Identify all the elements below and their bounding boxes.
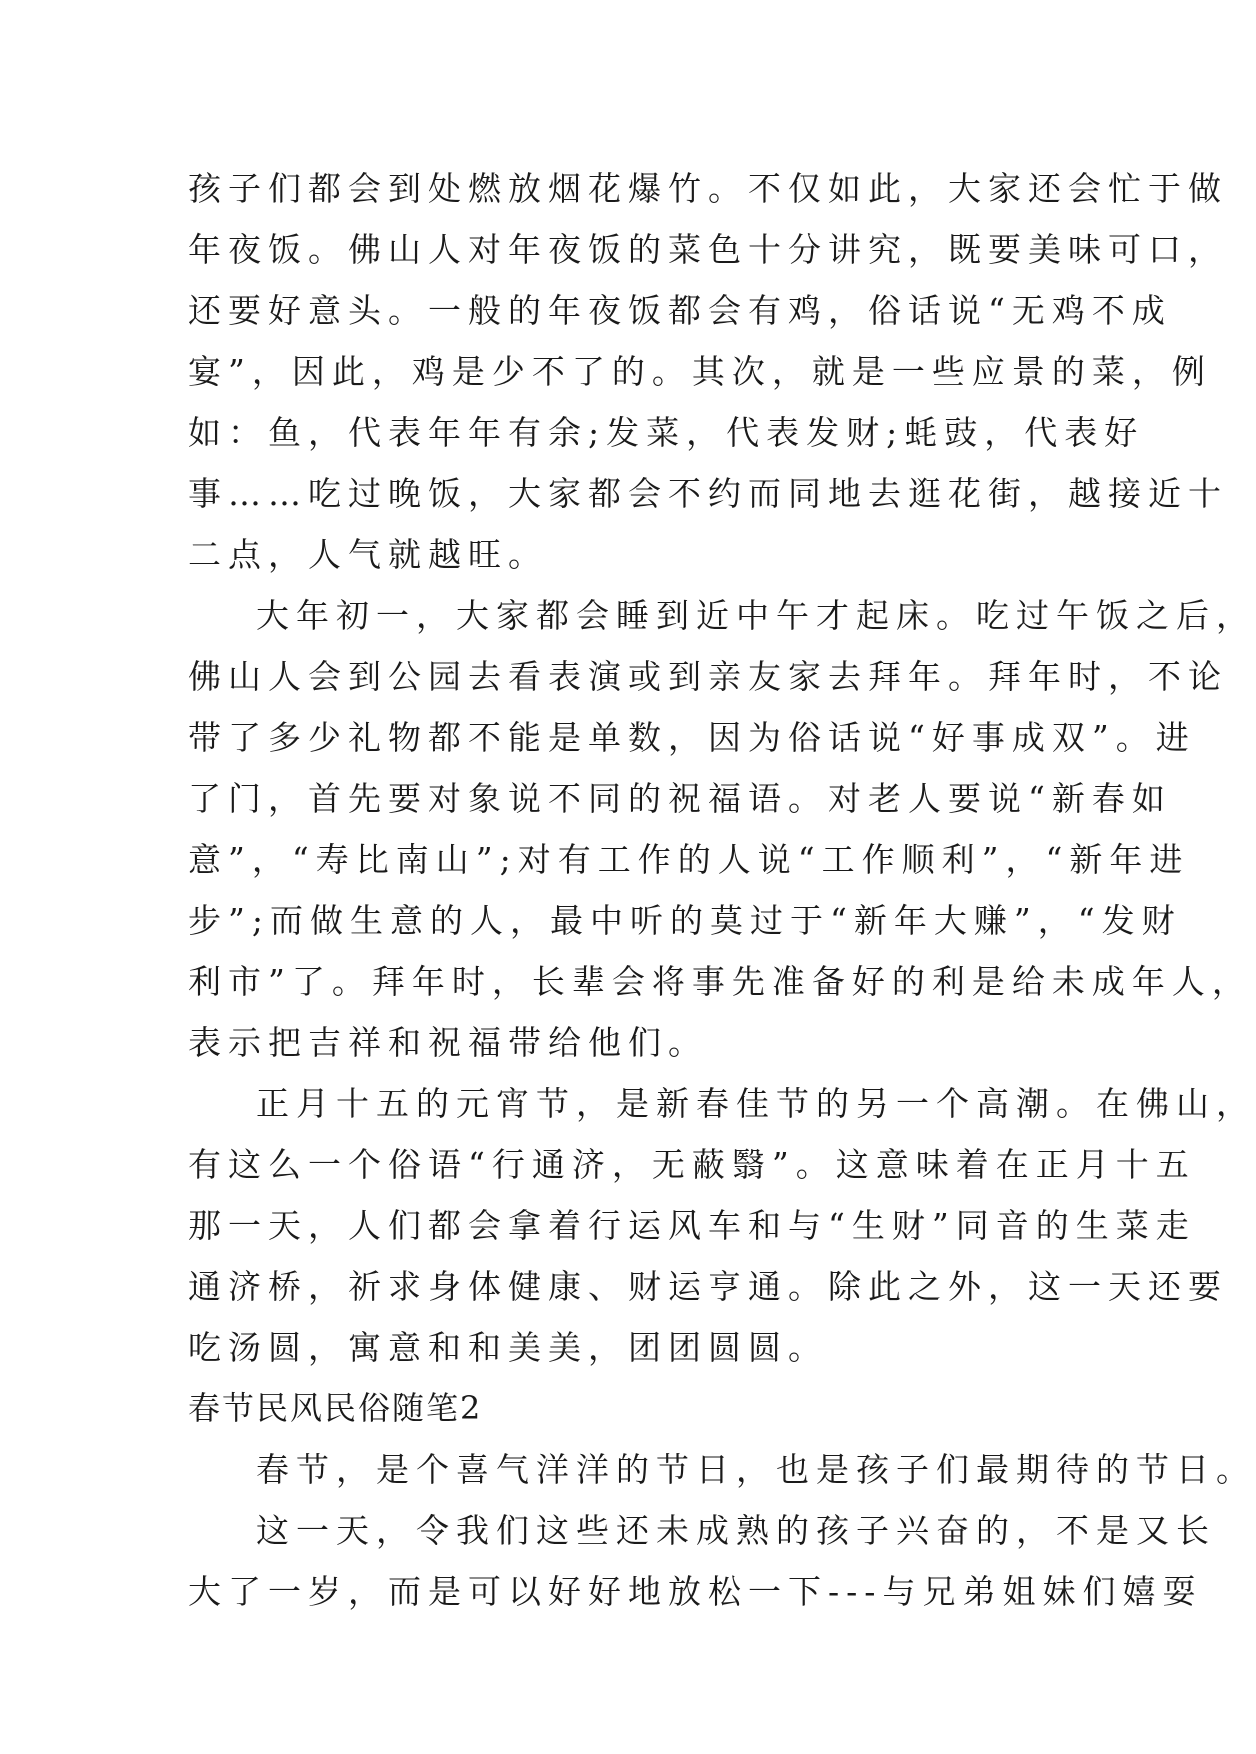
text-line: 还要好意头。一般的年夜饭都会有鸡，俗话说“无鸡不成 <box>188 291 1172 330</box>
text-line: 吃汤圆，寓意和和美美，团团圆圆。 <box>188 1328 828 1367</box>
text-line: 春节，是个喜气洋洋的节日，也是孩子们最期待的节日。 <box>256 1450 1256 1489</box>
text-line: 大了一岁，而是可以好好地放松一下---与兄弟姐妹们嬉耍 <box>188 1572 1203 1611</box>
text-line: 意”，“寿比南山”;对有工作的人说“工作顺利”，“新年进 <box>188 840 1190 879</box>
text-line: 正月十五的元宵节，是新春佳节的另一个高潮。在佛山， <box>256 1084 1256 1123</box>
text-line: 利市”了。拜年时，长辈会将事先准备好的利是给未成年人， <box>188 962 1252 1001</box>
paragraph <box>188 1073 1256 1378</box>
paragraph <box>188 585 1256 1073</box>
text-line: 表示把吉祥和祝福带给他们。 <box>188 1023 708 1062</box>
text-line: 孩子们都会到处燃放烟花爆竹。不仅如此，大家还会忙于做 <box>188 169 1228 208</box>
text-line: 步”;而做生意的人，最中听的莫过于“新年大赚”，“发财 <box>188 901 1182 940</box>
section-heading <box>188 1378 1056 1439</box>
section-title: 春节民风民俗随笔2 <box>188 1389 483 1427</box>
text-line: 年夜饭。佛山人对年夜饭的菜色十分讲究，既要美味可口， <box>188 230 1228 269</box>
text-line: 宴”，因此，鸡是少不了的。其次，就是一些应景的菜，例 <box>188 352 1212 391</box>
text-line: 事……吃过晚饭，大家都会不约而同地去逛花街，越接近十 <box>188 474 1228 513</box>
text-line: 通济桥，祈求身体健康、财运亨通。除此之外，这一天还要 <box>188 1267 1228 1306</box>
text-line: 二点，人气就越旺。 <box>188 535 548 574</box>
paragraph <box>188 1500 1216 1622</box>
text-line: 带了多少礼物都不能是单数，因为俗话说“好事成双”。进 <box>188 718 1196 757</box>
paragraph <box>188 158 1228 585</box>
document-body <box>188 158 1256 1622</box>
text-line: 佛山人会到公园去看表演或到亲友家去拜年。拜年时，不论 <box>188 657 1228 696</box>
paragraph <box>188 1439 1256 1500</box>
text-line: 有这么一个俗语“行通济，无蔽翳”。这意味着在正月十五 <box>188 1145 1196 1184</box>
text-line: 如：鱼，代表年年有余;发菜，代表发财;蚝豉，代表好 <box>188 413 1145 452</box>
text-line: 这一天，令我们这些还未成熟的孩子兴奋的，不是又长 <box>256 1511 1216 1550</box>
text-line: 了门，首先要对象说不同的祝福语。对老人要说“新春如 <box>188 779 1172 818</box>
text-line: 大年初一，大家都会睡到近中午才起床。吃过午饭之后， <box>256 596 1256 635</box>
text-line: 那一天，人们都会拿着行运风车和与“生财”同音的生菜走 <box>188 1206 1196 1245</box>
